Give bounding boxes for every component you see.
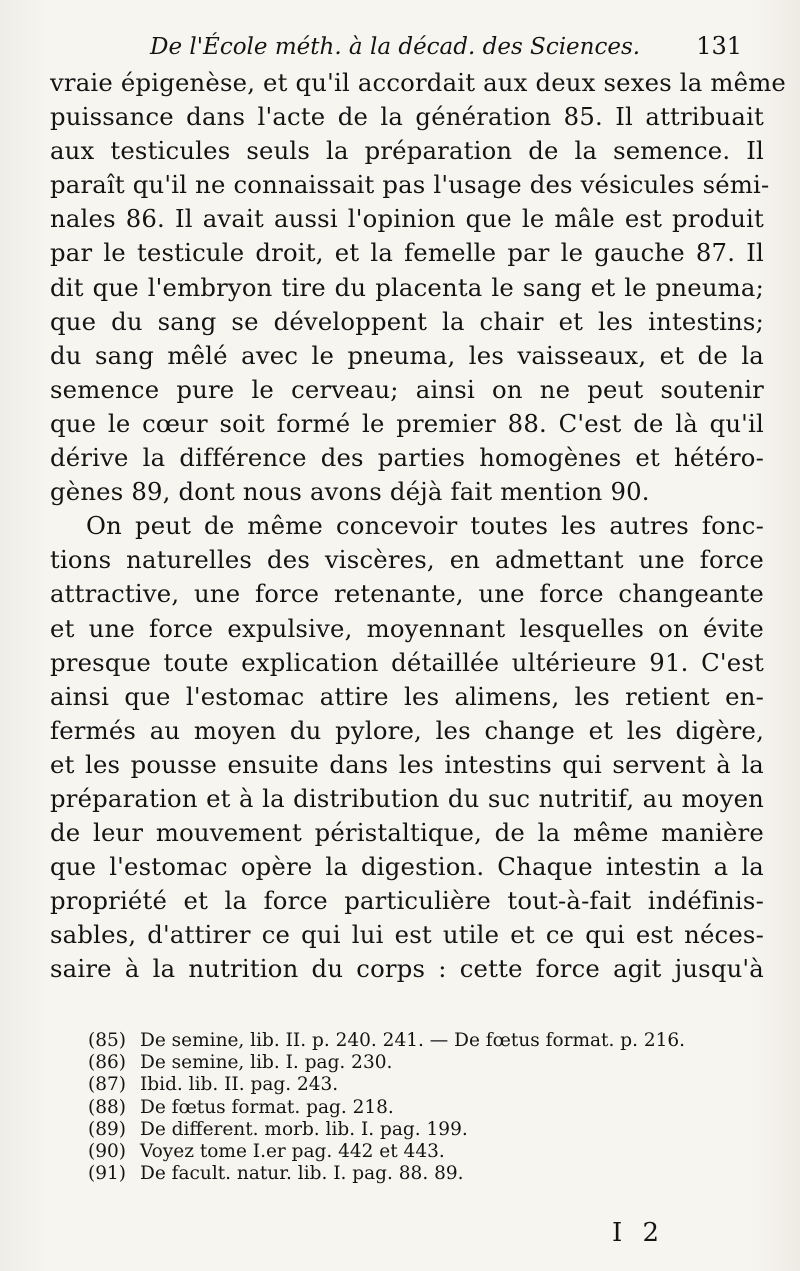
paragraph-2 xyxy=(50,509,764,986)
footnote-ref: (90) xyxy=(88,1141,126,1163)
paragraph-1 xyxy=(50,66,787,509)
text-line: ainsi que l'estomac attire les alimens, les retient en- xyxy=(50,681,764,711)
text-line: et les pousse ensuite dans les intestins qui servent à la xyxy=(50,749,764,779)
footnote-text: Voyez tome I.er pag. 442 et 443. xyxy=(140,1141,445,1163)
footnote xyxy=(88,1141,768,1163)
text-line: par le testicule droit, et la femelle par le gauche 87. Il xyxy=(50,238,764,268)
footnote-text: De semine, lib. I. pag. 230. xyxy=(140,1052,393,1074)
text-line: vraie épigenèse, et qu'il accordait aux deux sexes la même xyxy=(50,68,787,97)
page-number: 131 xyxy=(696,32,742,60)
footnote xyxy=(88,1097,768,1119)
text-line: propriété et la force particulière tout-à-fait indéfinis- xyxy=(50,886,764,916)
footnote-ref: (85) xyxy=(88,1030,126,1051)
running-head-title: De l'École méth. à la décad. des Sciences. xyxy=(150,34,641,60)
text-line: presque toute explication détaillée ultérieure 91. C'est xyxy=(50,647,764,677)
text-line: attractive, une force retenante, une force changeante xyxy=(50,579,764,609)
text-line: saire à la nutrition du corps : cette force agit jusqu'à xyxy=(50,954,764,984)
text-line: dérive la différence des parties homogènes et hétéro- xyxy=(50,443,764,473)
text-line: de leur mouvement péristaltique, de la même manière xyxy=(50,818,764,848)
text-line: semence pure le cerveau; ainsi on ne peut soutenir xyxy=(50,374,764,404)
text-line: que le cœur soit formé le premier 88. C'est de là qu'il xyxy=(50,408,764,438)
footnote xyxy=(88,1052,768,1074)
text-line: gènes 89, dont nous avons déjà fait mention 90. xyxy=(50,477,650,507)
text-line: sables, d'attirer ce qui lui est utile et ce qui est néces- xyxy=(50,920,764,950)
footnote-ref: (89) xyxy=(88,1118,126,1140)
footnote-ref: (91) xyxy=(88,1163,126,1185)
text-line: que du sang se développent la chair et les intestins; xyxy=(50,306,764,336)
footnote xyxy=(88,1119,768,1141)
footnote-text: De semine, lib. II. p. 240. 241. — De fœtus format. p. 216. xyxy=(140,1030,686,1051)
text-line: aux testicules seuls la préparation de la semence. Il xyxy=(50,136,764,166)
footnote-ref: (88) xyxy=(88,1096,126,1118)
footnote-ref: (86) xyxy=(88,1052,126,1074)
text-line: préparation et à la distribution du suc nutritif, au moyen xyxy=(50,783,764,813)
footnote xyxy=(88,1030,768,1052)
text-line: dit que l'embryon tire du placenta le sang et le pneuma; xyxy=(50,272,764,302)
footnote-text: De fœtus format. pag. 218. xyxy=(140,1096,394,1118)
footnote-text: Ibid. lib. II. pag. 243. xyxy=(140,1074,339,1096)
text-line: On peut de même concevoir toutes les autres fonc- xyxy=(86,511,764,541)
footnote xyxy=(88,1074,768,1096)
footnote-text: De facult. natur. lib. I. pag. 88. 89. xyxy=(140,1163,464,1185)
body-text xyxy=(50,66,787,987)
running-head xyxy=(150,32,742,62)
footnotes xyxy=(88,1030,768,1185)
text-line: du sang mêlé avec le pneuma, les vaisseaux, et de la xyxy=(50,340,764,370)
signature-mark: I 2 xyxy=(612,1218,666,1248)
text-line: puissance dans l'acte de la génération 85. Il attribuait xyxy=(50,102,764,132)
text-line: tions naturelles des viscères, en admettant une force xyxy=(50,545,764,575)
footnote-ref: (87) xyxy=(88,1074,126,1096)
text-line: que l'estomac opère la digestion. Chaque intestin a la xyxy=(50,852,764,882)
text-line: fermés au moyen du pylore, les change et les digère, xyxy=(50,715,764,745)
footnote xyxy=(88,1163,768,1185)
text-line: nales 86. Il avait aussi l'opinion que le mâle est produit xyxy=(50,204,764,234)
text-line: paraît qu'il ne connaissait pas l'usage des vésicules sémi- xyxy=(50,170,770,200)
text-line: et une force expulsive, moyennant lesquelles on évite xyxy=(50,613,764,643)
footnote-text: De different. morb. lib. I. pag. 199. xyxy=(140,1118,468,1140)
